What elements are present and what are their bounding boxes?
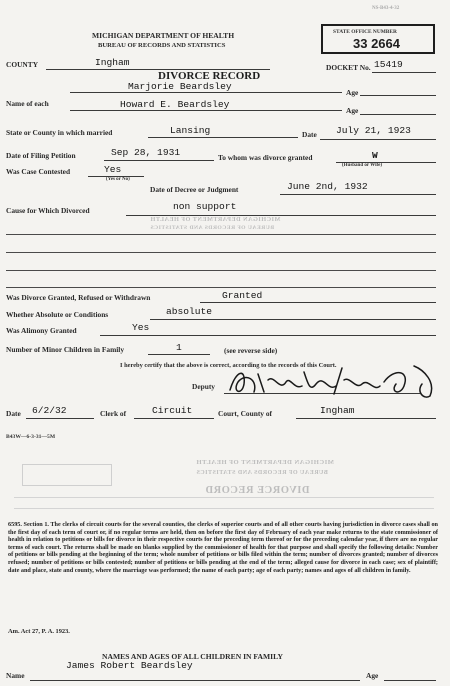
cause-extra-line-3: [6, 270, 436, 271]
clerk-of-label: Clerk of: [100, 409, 127, 418]
name-2-value: Howard E. Beardsley: [120, 99, 230, 110]
children-count-line: [148, 354, 210, 355]
alimony-value: Yes: [132, 322, 150, 333]
alimony-label: Was Alimony Granted: [6, 326, 77, 335]
contested-label: Was Case Contested: [6, 167, 71, 176]
decree-line: [280, 194, 436, 195]
children-count-label: Number of Minor Children in Family: [6, 345, 125, 354]
court-county-label: Court, County of: [218, 409, 272, 418]
outcome-line: [200, 302, 436, 303]
cause-extra-line-2: [6, 252, 436, 253]
county-label: COUNTY: [6, 60, 39, 69]
state-married-label: State or County in which married: [6, 128, 113, 137]
court-value: Circuit: [152, 405, 193, 416]
deputy-label: Deputy: [192, 382, 215, 391]
docket-line: [372, 72, 436, 73]
signed-date-label: Date: [6, 409, 21, 418]
granted-to-value: W: [372, 150, 378, 161]
reverse-side-note: (see reverse side): [224, 346, 278, 355]
bleed-through-header-1: MICHIGAN DEPARTMENT OF HEALTH: [150, 216, 281, 223]
bleed-through-line-2: [14, 508, 434, 509]
filing-label: Date of Filing Petition: [6, 151, 76, 160]
yes-no-note: (Yes or No): [106, 177, 130, 182]
filing-value: Sep 28, 1931: [111, 147, 181, 158]
cause-extra-line-4: [6, 287, 436, 288]
signed-date-line: [26, 418, 94, 419]
bleed-through-department: MICHIGAN DEPARTMENT OF HEALTH: [196, 459, 334, 466]
husband-wife-note: (Husband or Wife): [342, 163, 383, 168]
name-label: Name of each: [6, 99, 49, 108]
state-married-line: [148, 137, 298, 138]
age-1-label: Age: [346, 88, 359, 97]
age-2-label: Age: [346, 106, 359, 115]
cause-label: Cause for Which Divorced: [6, 206, 90, 215]
name-2-line: [70, 110, 342, 111]
name-1-line: [70, 92, 342, 93]
filing-line: [104, 160, 214, 161]
name-1-value: Marjorie Beardsley: [128, 81, 232, 92]
department-name: MICHIGAN DEPARTMENT OF HEALTH: [92, 31, 235, 40]
state-office-number: 33 2664: [353, 36, 400, 51]
alimony-line: [100, 335, 436, 336]
deputy-signature: [224, 362, 446, 402]
bleed-through-header-2: BUREAU OF RECORDS AND STATISTICS: [150, 225, 275, 231]
cause-extra-line-1: [6, 234, 436, 235]
child-1-name: James Robert Beardsley: [66, 660, 193, 671]
bleed-through-line-1: [14, 497, 434, 498]
bleed-through-title: DIVORCE RECORD: [205, 485, 310, 496]
date-married-label: Date: [302, 130, 317, 139]
court-county-value: Ingham: [320, 405, 355, 416]
contested-value: Yes: [104, 164, 122, 175]
age-1-line: [360, 95, 436, 96]
signed-date-value: 6/2/32: [32, 405, 67, 416]
form-code: B43W—6-3-31—5M: [6, 434, 56, 440]
age-2-line: [360, 114, 436, 115]
absolute-line: [150, 319, 436, 320]
form-title: DIVORCE RECORD: [158, 70, 261, 82]
cause-value: non support: [173, 201, 237, 212]
state-married-value: Lansing: [170, 125, 211, 136]
top-code: NS-B43-4-32: [372, 6, 400, 11]
absolute-label: Whether Absolute or Conditions: [6, 310, 109, 319]
granted-to-label: To whom was divorce granted: [218, 153, 313, 162]
child-age-line: [384, 680, 436, 681]
court-line: [134, 418, 214, 419]
decree-label: Date of Decree or Judgment: [150, 185, 239, 194]
child-age-label: Age: [366, 671, 379, 680]
absolute-value: absolute: [166, 306, 213, 317]
docket-value: 15419: [374, 59, 403, 70]
bureau-name: BUREAU OF RECORDS AND STATISTICS: [98, 42, 226, 49]
child-name-line: [30, 680, 360, 681]
outcome-label: Was Divorce Granted, Refused or Withdrawn: [6, 293, 151, 302]
county-value: Ingham: [95, 57, 130, 68]
children-heading: NAMES AND AGES OF ALL CHILDREN IN FAMILY: [102, 652, 283, 661]
children-count-value: 1: [176, 342, 182, 353]
outcome-value: Granted: [222, 290, 263, 301]
child-name-label: Name: [6, 671, 25, 680]
docket-label: DOCKET No.: [326, 63, 371, 72]
certify-statement: I hereby certify that the above is correct, according to the records of this Court.: [120, 362, 337, 369]
date-married-value: July 21, 1923: [336, 125, 411, 136]
statute-paragraph: 6595. Section 1. The clerks of circuit courts for the several counties, the clerks of superior courts and of all other courts having jurisdiction in divorce cases shall on the first day of each term of court or, if no regular terms are held, then on before the first day of February of each year make returns to the state commissioner of health in relation to petitions or bills for divorce in their respective courts for the preceding term thereof or for the preceding calendar year, if there are no regular terms of such court. The returns shall be made on blanks supplied by the commissioner of health for that purpose and shall specify the following details: Number of petitions or bills pending at the beginning of the term; whole number of petitions or bills filed within the term; number of divorces granted; number of divorces refused; number of petitions or bills contested; number of petitions or bills pending at the end of the term; alleged cause for divorce in each case; sex of plaintiff; date and place, state and county, where the marriage was performed; the name of each party; age of each party; names and ages of all children in family.: [8, 521, 438, 574]
statute-act: Am. Act 27, P. A. 1923.: [8, 628, 70, 635]
bleed-through-stamp: [22, 464, 112, 486]
state-office-label: STATE OFFICE NUMBER: [333, 29, 397, 35]
decree-value: June 2nd, 1932: [287, 181, 368, 192]
court-county-line: [296, 418, 436, 419]
date-married-line: [320, 139, 436, 140]
state-office-number-box: [321, 24, 435, 54]
bleed-through-bureau: BUREAU OF RECORDS AND STATISTICS: [196, 470, 328, 476]
